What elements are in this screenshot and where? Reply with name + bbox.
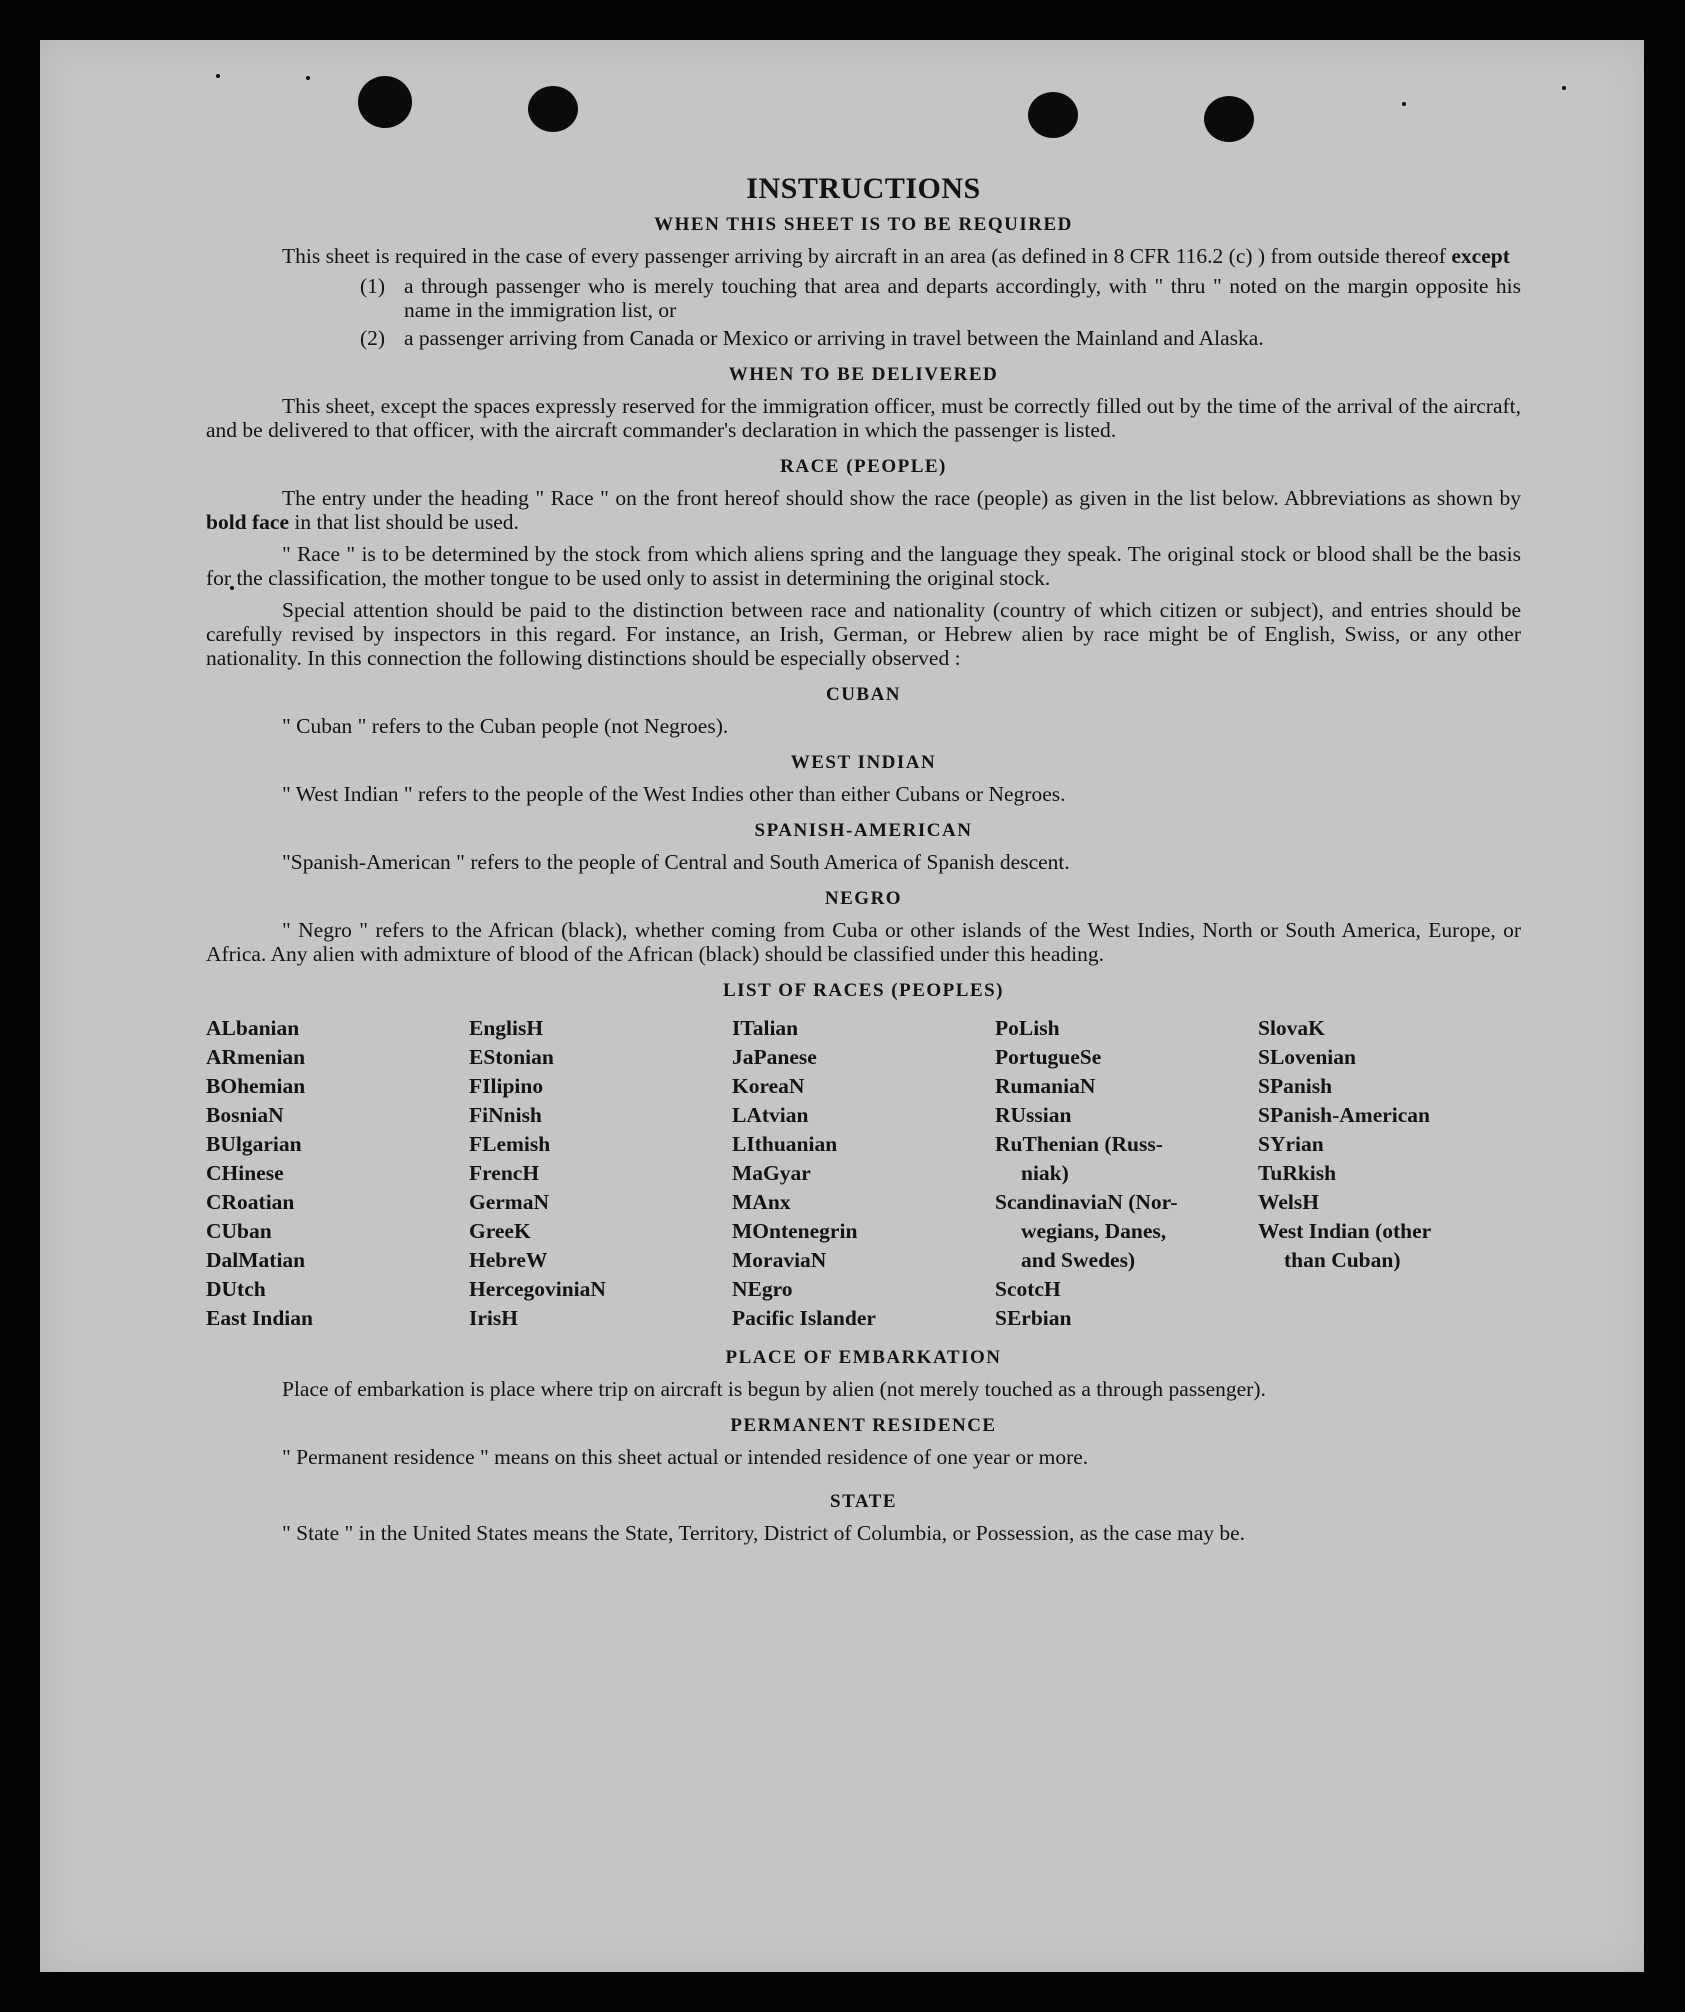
section-heading-west-indian: WEST INDIAN xyxy=(790,752,937,773)
race-item: SlovaK xyxy=(1258,1016,1325,1040)
punch-hole xyxy=(358,76,412,128)
race-item: GermaN xyxy=(469,1190,549,1214)
race-item: TuRkish xyxy=(1258,1161,1337,1185)
race-item: GreeK xyxy=(469,1219,531,1243)
section-heading-negro: NEGRO xyxy=(824,888,903,909)
section-heading-race: RACE (PEOPLE) xyxy=(780,456,947,477)
cuban-paragraph: " Cuban " refers to the Cuban people (not Negroes). xyxy=(282,714,729,738)
races-list xyxy=(206,1014,1521,1333)
race-item: FLemish xyxy=(469,1132,551,1156)
race-item: MaGyar xyxy=(732,1161,811,1185)
embarkation-paragraph: Place of embarkation is place where trip on aircraft is begun by alien (not merely touched as a through passenger). xyxy=(282,1377,1266,1401)
race-item: RumaniaN xyxy=(995,1074,1096,1098)
section-heading-residence: PERMANENT RESIDENCE xyxy=(730,1415,997,1436)
race-item: HebreW xyxy=(469,1248,548,1272)
race-item: SPanish-American xyxy=(1258,1103,1430,1127)
race-item: MAnx xyxy=(732,1190,791,1214)
race-item-continuation: and Swedes) xyxy=(1021,1248,1136,1272)
race-item: CRoatian xyxy=(206,1190,295,1214)
race-item: SErbian xyxy=(995,1306,1072,1330)
race-item: MoraviaN xyxy=(732,1248,827,1272)
section-heading-cuban: CUBAN xyxy=(825,684,902,705)
race-item: BUlgarian xyxy=(206,1132,302,1156)
race-item: ITalian xyxy=(732,1016,799,1040)
race-item: FIlipino xyxy=(469,1074,544,1098)
race-item: ALbanian xyxy=(206,1016,300,1040)
race-item: SLovenian xyxy=(1258,1045,1356,1069)
speck xyxy=(1562,86,1566,90)
race-p1-b: in that list should be used. xyxy=(294,510,519,534)
race-p1-a: The entry under the heading " Race " on the front hereof should show the race (people) as given in the list below. Abbreviations as shown by xyxy=(282,486,1521,510)
page-title: INSTRUCTIONS xyxy=(746,172,981,205)
document-sheet xyxy=(40,40,1644,1972)
race-item-continuation: than Cuban) xyxy=(1284,1248,1401,1272)
race-item: Pacific Islander xyxy=(732,1306,876,1330)
punch-hole xyxy=(1028,92,1078,138)
race-paragraph-2: " Race " is to be determined by the stock from which aliens spring and the language they speak. The original stock or blood shall be the basis for the classification, the mother tongue to be used only to assist in determining the original stock. xyxy=(206,542,1521,590)
punch-hole xyxy=(1204,96,1254,142)
race-item: PortugueSe xyxy=(995,1045,1102,1069)
exception-item xyxy=(360,326,1521,350)
race-p1-bold: bold face xyxy=(206,510,290,534)
race-item: JaPanese xyxy=(732,1045,817,1069)
required-intro: This sheet is required in the case of every passenger arriving by aircraft in an area (as defined in 8 CFR 116.2 (c) ) from outside thereof xyxy=(282,244,1446,268)
race-item: RuThenian (Russ- xyxy=(995,1132,1163,1156)
race-item: DalMatian xyxy=(206,1248,306,1272)
races-column-2 xyxy=(469,1014,732,1333)
speck xyxy=(306,76,310,80)
delivered-paragraph: This sheet, except the spaces expressly reserved for the immigration officer, must be correctly filled out by the time of the arrival of the aircraft, and be delivered to that officer, with the aircraft commander's declaration in which the passenger is listed. xyxy=(206,394,1521,442)
punch-hole xyxy=(528,86,578,132)
race-item: PoLish xyxy=(995,1016,1060,1040)
spanish-american-paragraph: "Spanish-American " refers to the people of Central and South America of Spanish descent. xyxy=(282,850,1070,874)
race-item: FrencH xyxy=(469,1161,540,1185)
race-item-continuation: wegians, Danes, xyxy=(1021,1219,1167,1243)
state-paragraph: " State " in the United States means the State, Territory, District of Columbia, or Possession, as the case may be. xyxy=(282,1521,1246,1545)
section-heading-required: WHEN THIS SHEET IS TO BE REQUIRED xyxy=(654,214,1073,235)
race-item: ARmenian xyxy=(206,1045,306,1069)
exception-text: a through passenger who is merely touching that area and departs accordingly, with " thru " noted on the margin opposite his name in the immigration list, or xyxy=(404,274,1521,322)
race-item: IrisH xyxy=(469,1306,518,1330)
required-paragraph xyxy=(206,244,1521,268)
race-item: NEgro xyxy=(732,1277,793,1301)
section-heading-embarkation: PLACE OF EMBARKATION xyxy=(725,1347,1002,1368)
races-column-1 xyxy=(206,1014,469,1333)
race-item: FiNnish xyxy=(469,1103,542,1127)
race-item: CHinese xyxy=(206,1161,284,1185)
exception-item xyxy=(360,274,1521,322)
exception-number: (2) xyxy=(360,326,386,350)
races-column-4 xyxy=(995,1014,1258,1333)
race-item: KoreaN xyxy=(732,1074,805,1098)
race-item: SPanish xyxy=(1258,1074,1333,1098)
exception-text: a passenger arriving from Canada or Mexico or arriving in travel between the Mainland and Alaska. xyxy=(404,326,1264,350)
race-item: BosniaN xyxy=(206,1103,284,1127)
race-item: LAtvian xyxy=(732,1103,809,1127)
race-item: LIthuanian xyxy=(732,1132,838,1156)
race-item: HercegoviniaN xyxy=(469,1277,606,1301)
section-heading-state: STATE xyxy=(830,1491,897,1512)
west-indian-paragraph: " West Indian " refers to the people of the West Indies other than either Cubans or Negroes. xyxy=(282,782,1066,806)
section-heading-delivered: WHEN TO BE DELIVERED xyxy=(728,364,999,385)
race-paragraph-3: Special attention should be paid to the distinction between race and nationality (country of which citizen or subject), and entries should be carefully revised by inspectors in this regard. For instance, an Irish, German, or Hebrew alien by race might be of English, Swiss, or any other nationality. In this connection the following distinctions should be especially observed : xyxy=(206,598,1521,670)
race-item: ScotcH xyxy=(995,1277,1061,1301)
race-item: ScandinaviaN (Nor- xyxy=(995,1190,1178,1214)
race-item: RUssian xyxy=(995,1103,1072,1127)
required-except: except xyxy=(1451,244,1510,268)
race-item: East Indian xyxy=(206,1306,313,1330)
race-paragraph-1 xyxy=(206,486,1521,534)
race-item-continuation: niak) xyxy=(1021,1161,1069,1185)
race-item: EStonian xyxy=(469,1045,554,1069)
speck xyxy=(216,74,220,78)
race-item: EnglisH xyxy=(469,1016,544,1040)
speck xyxy=(1402,102,1406,106)
race-item: WelsH xyxy=(1258,1190,1319,1214)
residence-paragraph: " Permanent residence " means on this sheet actual or intended residence of one year or more. xyxy=(282,1445,1089,1469)
races-column-5 xyxy=(1258,1014,1521,1333)
exceptions-list xyxy=(206,274,1521,350)
race-item: BOhemian xyxy=(206,1074,306,1098)
race-item: SYrian xyxy=(1258,1132,1324,1156)
race-item: West Indian (other xyxy=(1258,1219,1432,1243)
race-item: DUtch xyxy=(206,1277,266,1301)
races-column-3 xyxy=(732,1014,995,1333)
race-item: MOntenegrin xyxy=(732,1219,858,1243)
list-of-races-heading: LIST OF RACES (PEOPLES) xyxy=(722,980,1005,1001)
race-item: CUban xyxy=(206,1219,272,1243)
negro-paragraph: " Negro " refers to the African (black), whether coming from Cuba or other islands of the West Indies, North or South America, Europe, or Africa. Any alien with admixture of blood of the African (black) should be classified under this heading. xyxy=(206,918,1521,966)
exception-number: (1) xyxy=(360,274,386,298)
instructions-content xyxy=(206,172,1521,1545)
section-heading-spanish-american: SPANISH-AMERICAN xyxy=(754,820,973,841)
